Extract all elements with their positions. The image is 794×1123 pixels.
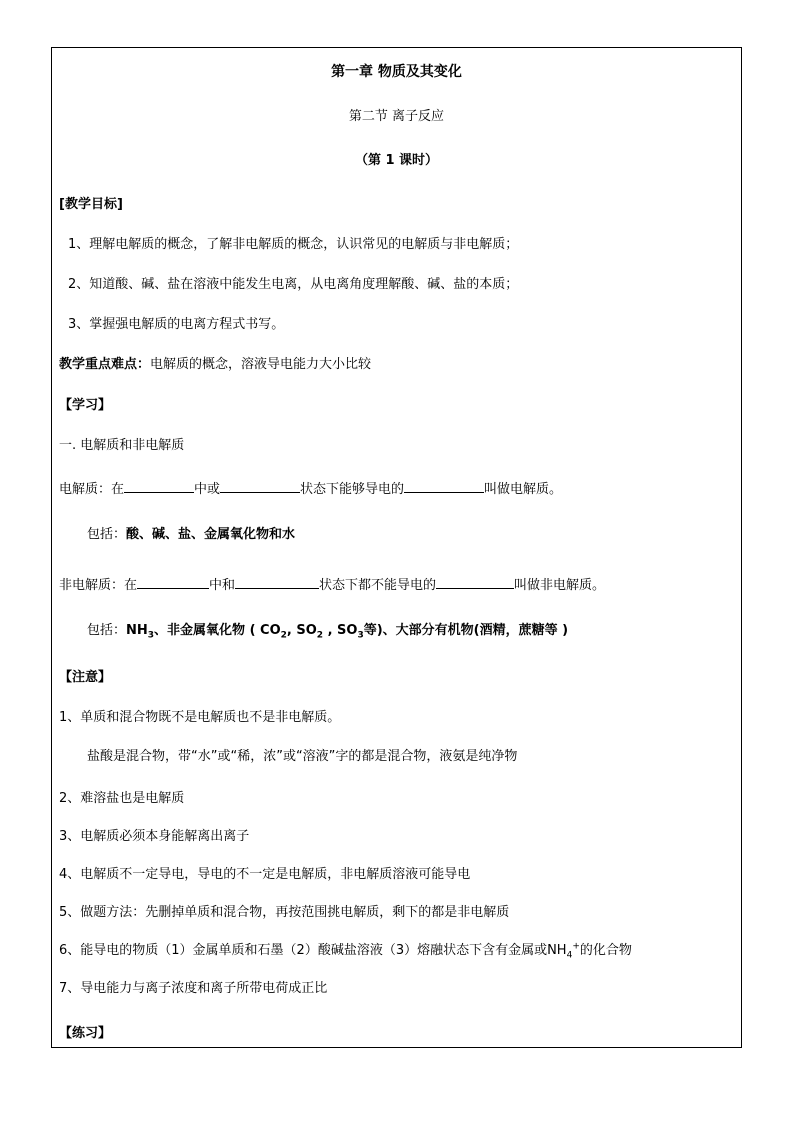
- note-1: 1、单质和混合物既不是电解质也不是非电解质。: [59, 710, 341, 725]
- practice-heading: 【练习】: [59, 1026, 112, 1041]
- non-electrolyte-def-text: 中和: [209, 578, 236, 593]
- chapter-title: 第一章 物质及其变化: [331, 64, 462, 80]
- non-electrolyte-definition: [59, 574, 605, 595]
- goal-item-3: 3、掌握强电解质的电离方程式书写。: [68, 317, 285, 332]
- note-3: 3、电解质必须本身能解离出离子: [59, 829, 250, 844]
- fill-blank[interactable]: [124, 478, 194, 493]
- note-4: 4、电解质不一定导电，导电的不一定是电解质，非电解质溶液可能导电: [59, 867, 471, 882]
- electrolyte-def-text: 电解质：在: [59, 482, 125, 497]
- fill-blank[interactable]: [404, 478, 484, 493]
- note-1-detail: 盐酸是混合物，带“水”或“稀，浓”或“溶液”字的都是混合物，液氨是纯净物: [87, 749, 518, 764]
- fill-blank[interactable]: [235, 574, 319, 589]
- study-heading: 【学习】: [59, 398, 112, 413]
- includes-label: 包括：: [87, 623, 127, 638]
- non-electrolyte-def-text: 非电解质：在: [59, 578, 138, 593]
- key-points: [59, 356, 371, 374]
- note-5: 5、做题方法：先删掉单质和混合物，再按范围挑电解质，剩下的都是非电解质: [59, 905, 510, 920]
- includes-text: $NH_3$、非金属氧化物 ( $CO_2$, $SO_2$ , $SO_3$等)、大部分有机物(酒精，蔗糖等 ): [126, 623, 569, 641]
- lesson-number: （第 1 课时）: [354, 153, 439, 168]
- goal-item-1: 1、理解电解质的概念，了解非电解质的概念，认识常见的电解质与非电解质；: [68, 237, 519, 252]
- note-6: 6、能导电的物质（1）金属单质和石墨（2）酸碱盐溶液（3）熔融状态下含有金属或$NH_4^+$的化合物: [59, 941, 632, 961]
- notes-heading: 【注意】: [59, 670, 112, 685]
- section-title: 第二节 离子反应: [348, 109, 445, 124]
- study-subheading: 一. 电解质和非电解质: [59, 438, 185, 453]
- electrolyte-includes: [87, 526, 295, 544]
- goal-item-2: 2、知道酸、碱、盐在溶液中能发生电离，从电离角度理解酸、碱、盐的本质；: [68, 277, 519, 292]
- electrolyte-def-text: 叫做电解质。: [484, 482, 563, 497]
- non-electrolyte-def-text: 状态下都不能导电的: [319, 578, 437, 593]
- note-2: 2、难溶盐也是电解质: [59, 791, 185, 806]
- electrolyte-def-text: 状态下能够导电的: [300, 482, 405, 497]
- includes-text: 酸、碱、盐、金属氧化物和水: [126, 527, 296, 542]
- non-electrolyte-includes: [87, 622, 568, 640]
- fill-blank[interactable]: [436, 574, 514, 589]
- includes-label: 包括：: [87, 527, 127, 542]
- goals-heading: [教学目标]: [59, 197, 123, 212]
- fill-blank[interactable]: [137, 574, 209, 589]
- note-7: 7、导电能力与离子浓度和离子所带电荷成正比: [59, 981, 328, 996]
- key-points-label: 教学重点难点：: [59, 357, 151, 372]
- key-points-text: 电解质的概念，溶液导电能力大小比较: [150, 357, 372, 372]
- electrolyte-definition: [59, 478, 562, 499]
- page-frame: [51, 47, 742, 1048]
- electrolyte-def-text: 中或: [194, 482, 221, 497]
- fill-blank[interactable]: [220, 478, 300, 493]
- non-electrolyte-def-text: 叫做非电解质。: [514, 578, 606, 593]
